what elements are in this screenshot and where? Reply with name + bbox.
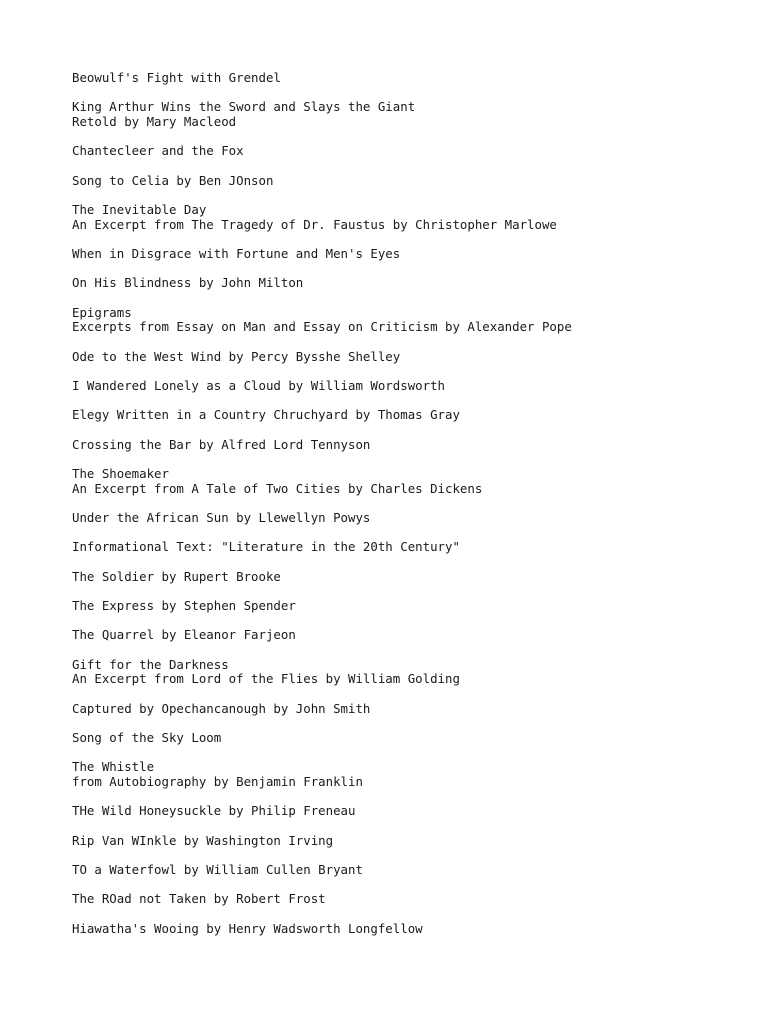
toc-entry xyxy=(72,540,732,555)
entry-title: The ROad not Taken by Robert Frost xyxy=(72,891,326,907)
toc-entry xyxy=(72,892,732,907)
entry-subtitle: An Excerpt from A Tale of Two Cities by Charles Dickens xyxy=(72,480,483,496)
toc-entry xyxy=(72,174,732,189)
entry-subtitle: Retold by Mary Macleod xyxy=(72,114,237,130)
entry-title: When in Disgrace with Fortune and Men's Eyes xyxy=(72,246,401,262)
entry-title: Hiawatha's Wooing by Henry Wadsworth Longfellow xyxy=(72,920,423,936)
toc-entry xyxy=(72,658,732,688)
toc-entry xyxy=(72,438,732,453)
entry-title: Ode to the West Wind by Percy Bysshe Shelley xyxy=(72,348,401,364)
toc-entry xyxy=(72,511,732,526)
entry-subtitle: Excerpts from Essay on Man and Essay on Criticism by Alexander Pope xyxy=(72,319,572,335)
document-page xyxy=(72,71,732,951)
toc-entry xyxy=(72,350,732,365)
entry-title: Song of the Sky Loom xyxy=(72,729,222,745)
toc-entry xyxy=(72,760,732,790)
entry-title: The Inevitable Day xyxy=(72,201,207,217)
toc-entry xyxy=(72,100,732,130)
entry-title: Captured by Opechancanough by John Smith xyxy=(72,700,371,716)
entry-title: Epigrams xyxy=(72,304,132,320)
entry-title: Chantecleer and the Fox xyxy=(72,143,244,159)
entry-title: The Soldier by Rupert Brooke xyxy=(72,568,281,584)
toc-entry xyxy=(72,203,732,233)
toc-entry xyxy=(72,863,732,878)
toc-entry xyxy=(72,276,732,291)
toc-entry xyxy=(72,570,732,585)
entry-title: Rip Van WInkle by Washington Irving xyxy=(72,832,334,848)
entry-title: I Wandered Lonely as a Cloud by William Wordsworth xyxy=(72,378,445,394)
entry-title: The Quarrel by Eleanor Farjeon xyxy=(72,627,296,643)
toc-entry xyxy=(72,408,732,423)
entry-title: Song to Celia by Ben JOnson xyxy=(72,172,274,188)
entry-title: Elegy Written in a Country Chruchyard by Thomas Gray xyxy=(72,407,460,423)
entry-title: TO a Waterfowl by William Cullen Bryant xyxy=(72,861,363,877)
entry-title: Crossing the Bar by Alfred Lord Tennyson xyxy=(72,436,371,452)
entry-title: The Express by Stephen Spender xyxy=(72,597,296,613)
toc-entry xyxy=(72,306,732,336)
entry-title: On His Blindness by John Milton xyxy=(72,275,304,291)
toc-entry xyxy=(72,144,732,159)
entry-title: Under the African Sun by Llewellyn Powys xyxy=(72,510,371,526)
toc-entry xyxy=(72,599,732,614)
entry-title: Beowulf's Fight with Grendel xyxy=(72,70,281,85)
entry-title: Informational Text: "Literature in the 20th Century" xyxy=(72,539,460,555)
entry-subtitle: An Excerpt from Lord of the Flies by William Golding xyxy=(72,671,460,687)
toc-entry xyxy=(72,247,732,262)
toc-entry xyxy=(72,731,732,746)
entry-title: The Whistle xyxy=(72,759,155,775)
toc-entry xyxy=(72,379,732,394)
toc-entry xyxy=(72,922,732,937)
toc-entry xyxy=(72,834,732,849)
entry-title: THe Wild Honeysuckle by Philip Freneau xyxy=(72,803,356,819)
toc-entry xyxy=(72,628,732,643)
entry-title: King Arthur Wins the Sword and Slays the Giant xyxy=(72,99,416,115)
entry-subtitle: An Excerpt from The Tragedy of Dr. Faustus by Christopher Marlowe xyxy=(72,216,557,232)
entry-subtitle: from Autobiography by Benjamin Franklin xyxy=(72,774,363,790)
toc-entry xyxy=(72,467,732,497)
toc-entry xyxy=(72,702,732,717)
toc-entry xyxy=(72,804,732,819)
entry-title: The Shoemaker xyxy=(72,465,169,481)
entry-title: Gift for the Darkness xyxy=(72,656,229,672)
toc-entry xyxy=(72,71,732,86)
